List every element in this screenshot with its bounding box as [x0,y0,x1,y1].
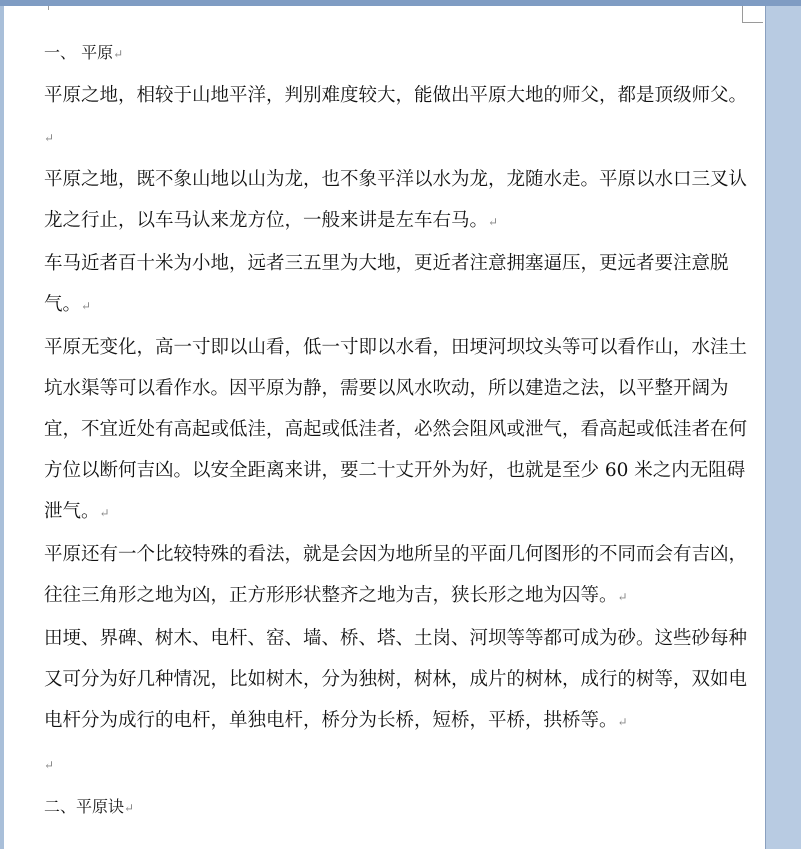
paragraph-mark: ↵ [617,590,628,604]
paragraph-mark: ↵ [113,47,124,61]
crop-mark-top-right [742,6,763,23]
paragraph-4: 平原无变化，高一寸即以山看，低一寸即以水看，田埂河坝坟头等可以看作山，水洼土坑水渠等可以看作水。因平原为静，需要以风水吹动，所以建造之法，以平整开阔为宜，不宜近处有高起或低洼，高起或低洼者，必然会阻风或泄气，看高起或低洼者在何方位以断何吉凶。以安全距离来讲，要二十丈开外为好，也就是至少 60 米之内无阻碍泄气。↵ [44,337,748,522]
workspace-background [765,6,801,849]
paragraph-mark: ↵ [81,299,92,313]
crop-mark-top-left [40,6,49,10]
paragraph-mark: ↵ [44,758,55,772]
empty-paragraph [44,743,750,786]
paragraph-1: 平原之地，相较于山地平洋，判别难度较大，能做出平原大地的师父，都是顶级师父。↵ [44,85,748,145]
paragraph-3: 车马近者百十米为小地，远者三五里为大地，更近者注意拥塞逼压，更远者要注意脱气。↵ [44,253,729,315]
document-page[interactable] [4,6,765,849]
document-body[interactable] [44,32,750,829]
paragraph-2: 平原之地，既不象山地以山为龙，也不象平洋以水为龙，龙随水走。平原以水口三叉认龙之行止，以车马认来龙方位，一般来讲是左车右马。↵ [44,169,748,231]
heading-plains-formula: 二、平原诀↵ [44,797,135,816]
heading-plains: 一、 平原↵ [44,43,124,62]
paragraph-mark: ↵ [617,715,628,729]
paragraph-mark: ↵ [99,506,110,520]
paragraph-5: 平原还有一个比较特殊的看法，就是会因为地所呈的平面几何图形的不同而会有吉凶，往往三角形之地为凶，正方形形状整齐之地为吉，狭长形之地为囚等。↵ [44,544,748,606]
paragraph-mark: ↵ [124,801,135,815]
paragraph-6: 田埂、界碑、树木、电杆、窑、墙、桥、塔、土岗、河坝等等都可成为砂。这些砂每种又可分为好几种情况，比如树木，分为独树，树林，成片的树林，成行的树等，双如电电杆分为成行的电杆，单独电杆，桥分为长桥，短桥，平桥，拱桥等。↵ [44,628,748,731]
paragraph-mark: ↵ [44,131,55,145]
paragraph-mark: ↵ [488,215,499,229]
